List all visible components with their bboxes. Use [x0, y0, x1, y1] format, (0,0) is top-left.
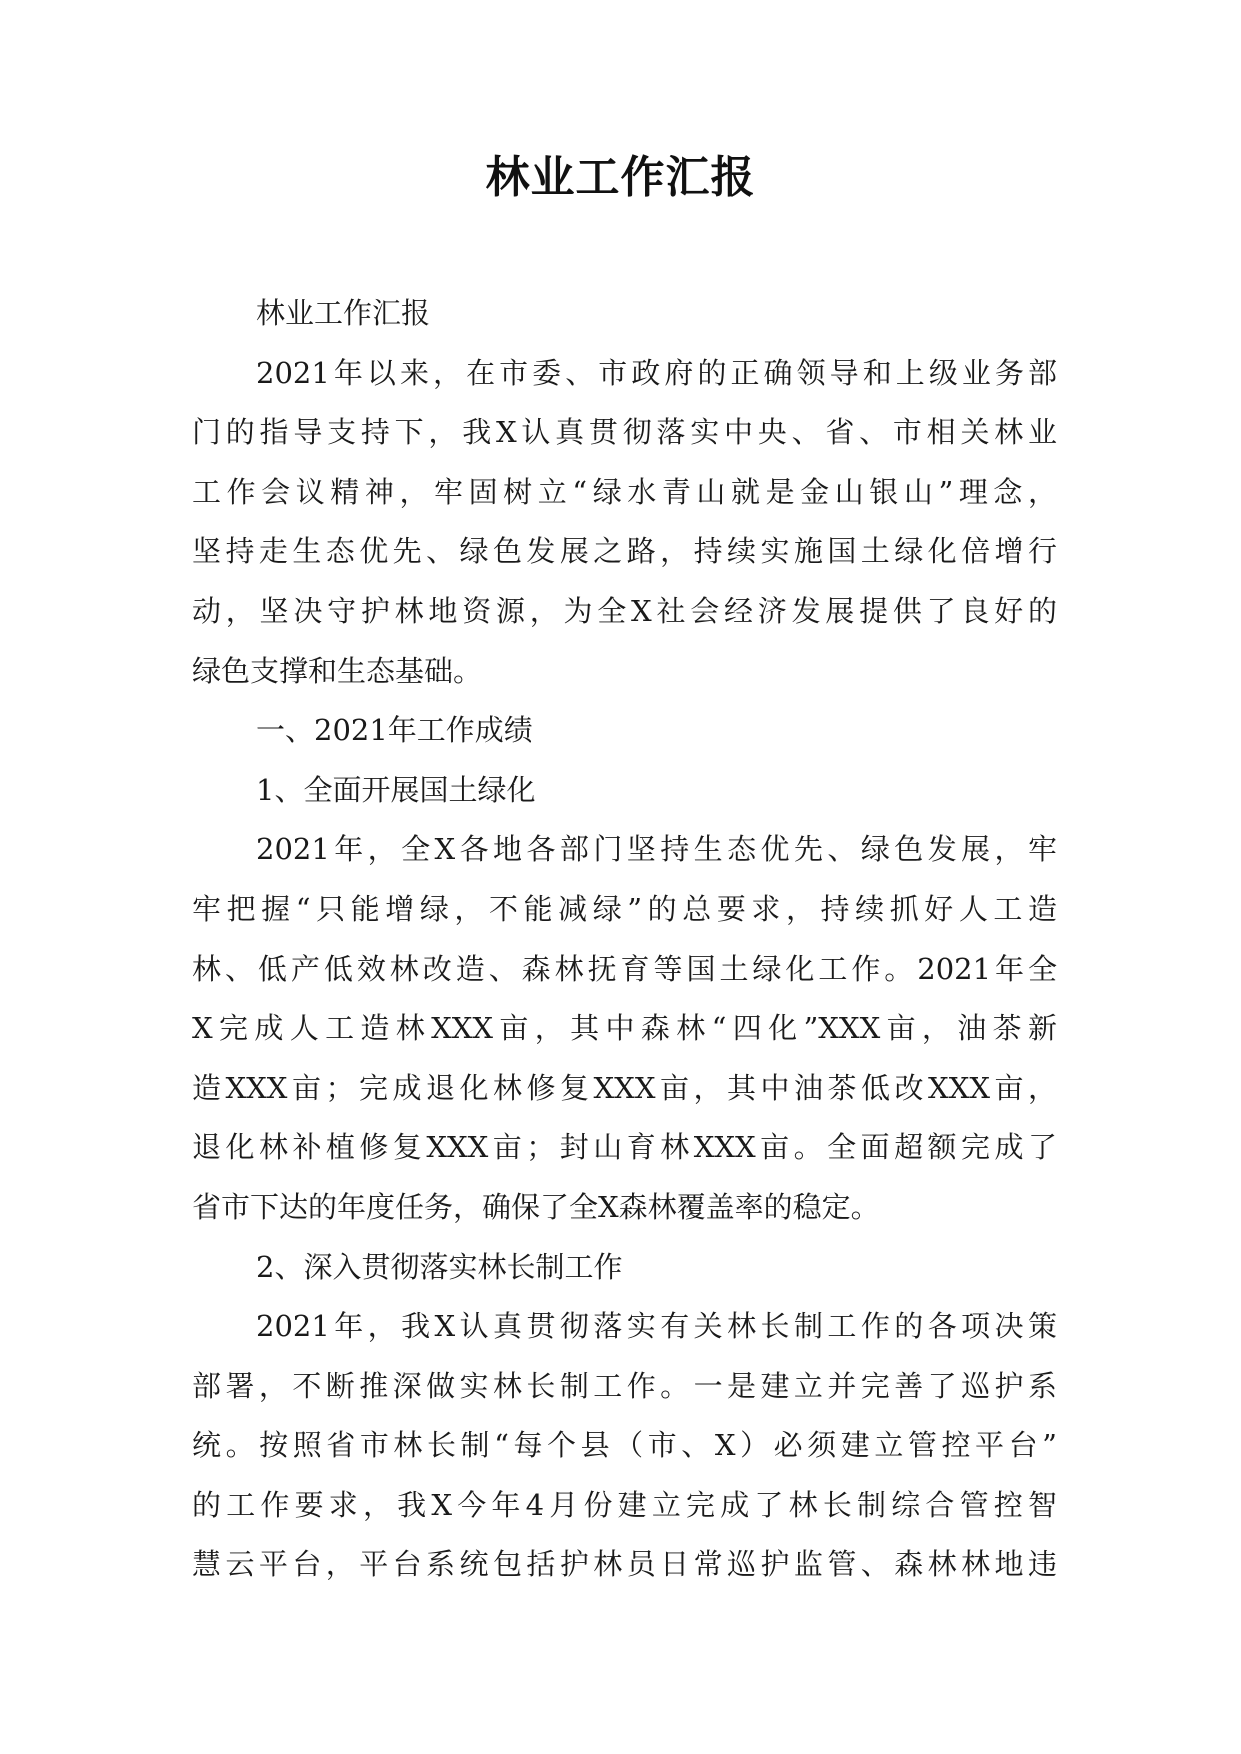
- document-title: 林业工作汇报: [485, 152, 756, 203]
- document-body: [192, 284, 1057, 1595]
- text-line: 部署，不断推深做实林长制工作。一是建立并完善了巡护系: [192, 1368, 1057, 1403]
- text-line: 统。按照省市林长制“每个县（市、X）必须建立管控平台”: [192, 1428, 1057, 1463]
- text-line: 省市下达的年度任务，确保了全X森林覆盖率的稳定。: [192, 1189, 880, 1224]
- text-line: 工作会议精神，牢固树立“绿水青山就是金山银山”理念，: [192, 474, 1057, 509]
- text-line: 门的指导支持下，我X认真贯彻落实中央、省、市相关林业: [192, 415, 1057, 450]
- text-line: 慧云平台，平台系统包括护林员日常巡护监管、森林林地违: [192, 1547, 1057, 1582]
- text-line: 牢把握“只能增绿，不能减绿”的总要求，持续抓好人工造: [192, 891, 1057, 926]
- text-line: 林业工作汇报: [256, 296, 431, 330]
- text-line: 林、低产低效林改造、森林抚育等国土绿化工作。2021年全: [192, 951, 1057, 986]
- text-line: 的工作要求，我X今年4月份建立完成了林长制综合管控智: [192, 1487, 1057, 1522]
- text-line: 2021年以来，在市委、市政府的正确领导和上级业务部: [256, 355, 1057, 390]
- text-line: 造XXX亩；完成退化林修复XXX亩，其中油茶低改XXX亩，: [192, 1070, 1057, 1105]
- text-line: 2021年，我X认真贯彻落实有关林长制工作的各项决策: [256, 1309, 1057, 1344]
- text-line: 一、2021年工作成绩: [256, 713, 533, 748]
- text-line: 退化林补植修复XXX亩；封山育林XXX亩。全面超额完成了: [192, 1130, 1057, 1165]
- text-line: 1、全面开展国土绿化: [256, 772, 536, 807]
- text-line: 坚持走生态优先、绿色发展之路，持续实施国土绿化倍增行: [192, 534, 1057, 569]
- text-line: 2、深入贯彻落实林长制工作: [256, 1249, 623, 1284]
- text-line: 2021年，全X各地各部门坚持生态优先、绿色发展，牢: [256, 832, 1057, 867]
- text-line: 动，坚决守护林地资源，为全X社会经济发展提供了良好的: [192, 593, 1057, 628]
- text-line: 绿色支撑和生态基础。: [192, 653, 483, 688]
- text-line: X完成人工造林XXX亩，其中森林“四化”XXX亩，油茶新: [192, 1011, 1057, 1046]
